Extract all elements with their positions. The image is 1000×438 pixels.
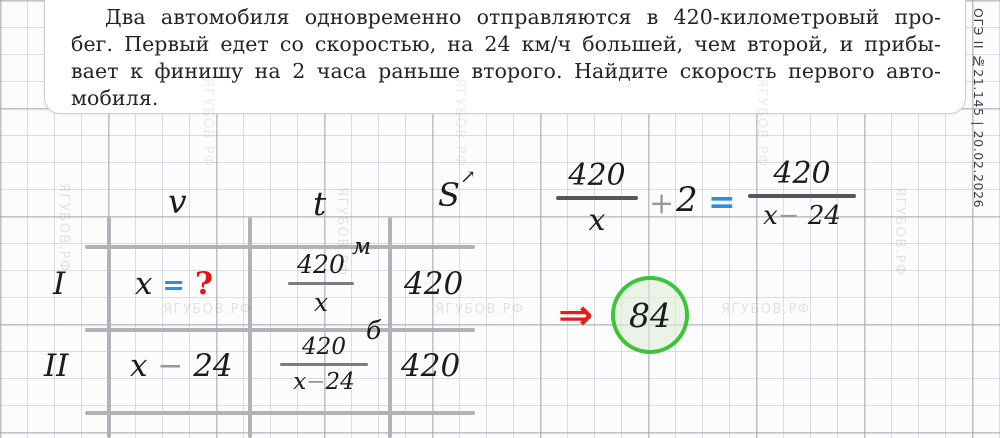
table-row2-distance: 420 bbox=[401, 348, 461, 384]
watermark: ЯГУБОВ.РФ bbox=[721, 302, 811, 317]
row2-time-den-value: 24 bbox=[325, 369, 355, 395]
answer-value: 84 bbox=[629, 295, 671, 335]
table-horizontal-line bbox=[85, 328, 475, 332]
table-vertical-line bbox=[388, 217, 392, 438]
problem-text-line: вает к финишу на 2 часа раньше второго. Найдите скорость первого авто- bbox=[71, 59, 941, 83]
table-vertical-line bbox=[248, 217, 252, 438]
row2-speed-x: х bbox=[130, 348, 148, 384]
table-row2-speed bbox=[130, 348, 233, 384]
row2-time-den-x: х bbox=[293, 369, 307, 395]
fraction-bar bbox=[556, 196, 638, 200]
equation-right-den-value: 24 bbox=[807, 201, 841, 231]
row2-time-numerator: 420 bbox=[302, 334, 346, 360]
row1-speed-x: х bbox=[135, 266, 153, 302]
equation-left-fraction bbox=[556, 158, 638, 238]
problem-text-line: бег. Первый едет со скоростью, на 24 км/ч большей, чем второй, и прибы- bbox=[71, 32, 941, 56]
equation-right-denominator bbox=[763, 201, 841, 231]
row2-time-den-minus: − bbox=[306, 369, 326, 395]
watermark: ЯГУБОВ.РФ bbox=[56, 183, 71, 273]
row1-time-note-smaller: м bbox=[352, 234, 372, 260]
equation-plus-sign: + bbox=[649, 186, 675, 221]
equation-addend: 2 bbox=[676, 180, 698, 220]
watermark: ЯГУБОВ.РФ bbox=[435, 302, 525, 317]
watermark: ЯГУБОВ.РФ bbox=[754, 78, 769, 168]
row1-time-denominator: х bbox=[313, 288, 329, 317]
table-horizontal-line bbox=[85, 245, 475, 249]
row1-speed-equals: = bbox=[162, 270, 185, 301]
row2-speed-value: 24 bbox=[193, 348, 233, 384]
table-horizontal-line bbox=[85, 411, 475, 415]
table-header-distance-letter: S bbox=[438, 176, 460, 214]
watermark: ЯГУБОВ.РФ bbox=[892, 187, 907, 277]
vector-arrow-icon: ↗ bbox=[460, 166, 476, 188]
source-caption: ОГЭ II №21.145 | 20.02.2026 bbox=[971, 8, 986, 209]
table-row2-label: II bbox=[44, 348, 69, 384]
table-row1-time-fraction bbox=[288, 250, 354, 317]
watermark: ЯГУБОВ.РФ bbox=[200, 78, 215, 168]
implies-arrow-icon: ⇒ bbox=[558, 290, 594, 339]
table-row1-speed bbox=[135, 266, 213, 302]
watermark: ЯГУБОВ.РФ bbox=[163, 302, 253, 317]
watermark: ЯГУБОВ.РФ bbox=[334, 187, 349, 277]
equation-equals-sign: = bbox=[708, 182, 736, 221]
equation-right-den-x: х bbox=[763, 201, 778, 231]
table-header-speed: v bbox=[168, 182, 187, 221]
watermark: ЯГУБОВ.РФ bbox=[452, 78, 467, 168]
problem-statement-card bbox=[44, 0, 966, 114]
row1-speed-unknown: ? bbox=[194, 266, 213, 302]
row2-speed-minus: − bbox=[157, 348, 184, 384]
problem-text-line: мобиля. bbox=[71, 86, 159, 110]
table-vertical-line bbox=[107, 217, 111, 438]
table-header-distance bbox=[438, 166, 476, 214]
equation-right-fraction bbox=[748, 156, 856, 231]
row2-time-note-bigger: б bbox=[366, 316, 382, 345]
table-header-time: t bbox=[313, 184, 327, 223]
problem-text-line: Два автомобиля одновременно отправляются в 420-километровый про- bbox=[105, 5, 941, 29]
equation-right-den-minus: − bbox=[777, 201, 800, 231]
row2-time-denominator bbox=[293, 369, 355, 395]
equation-left-denominator: х bbox=[588, 203, 606, 238]
equation-left-numerator: 420 bbox=[568, 158, 626, 193]
fraction-bar bbox=[280, 363, 368, 366]
answer-circle bbox=[611, 276, 689, 354]
table-row2-time-fraction bbox=[280, 334, 368, 395]
table-row1-label: I bbox=[53, 266, 66, 302]
row1-time-numerator: 420 bbox=[297, 250, 345, 279]
table-row1-distance: 420 bbox=[404, 266, 464, 302]
equation-right-numerator: 420 bbox=[773, 156, 831, 191]
fraction-bar bbox=[288, 282, 354, 285]
fraction-bar bbox=[748, 194, 856, 198]
